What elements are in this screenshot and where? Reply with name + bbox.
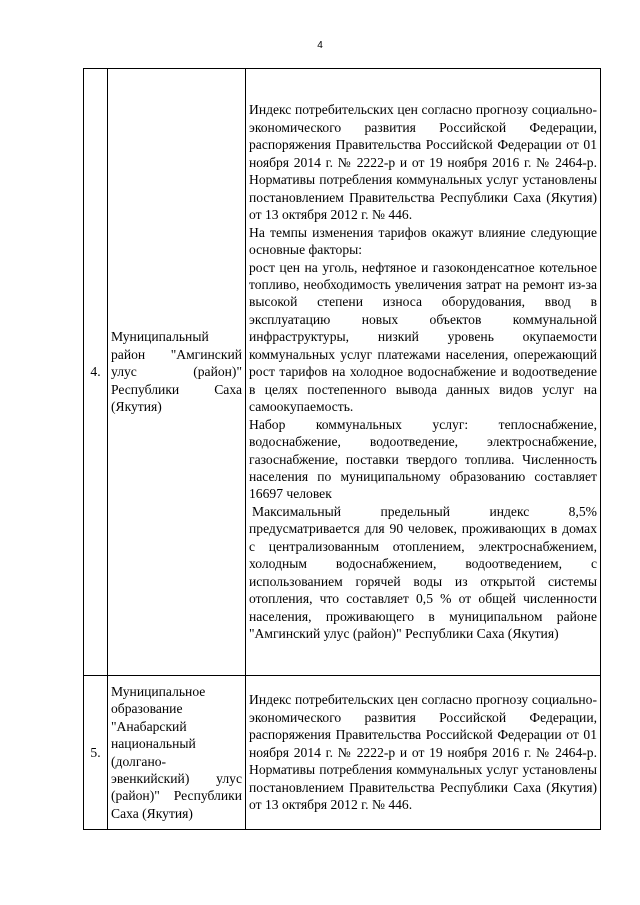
description-paragraph: Индекс потребительских цен согласно прогнозу социально-экономического развития Российской Федерации, распоряжения Правительства Российской Федерации от 01 ноября 2014 г. № 2222-р и от 19 ноября 2016 г. № 2464-р. Нормативы потребления коммунальных услуг установлены постановлением Правительства Республики Саха (Якутия) от 13 октября 2012 г. № 446.	[249, 692, 597, 813]
row-description	[246, 69, 601, 676]
description-paragraph: Максимальный предельный индекс 8,5% предусматривается для 90 человек, проживающих в домах с централизованным отоплением, электроснабжением, холодным водоснабжением, водоотведением, с использованием горячей воды из открытой системы отопления, что составляет 0,5 % от общей численности населения, проживающего в муниципальном районе "Амгинский улус (район)" Республики Саха (Якутия)	[249, 503, 597, 642]
table-row	[84, 69, 601, 676]
description-paragraph: На темпы изменения тарифов окажут влияние следующие основные факторы:	[249, 224, 597, 258]
row-description	[246, 676, 601, 830]
description-paragraph: Набор коммунальных услуг: теплоснабжение, водоснабжение, водоотведение, электроснабжение, газоснабжение, поставки твердого топлива. Численность населения по муниципальному образованию составляет 16697 человек	[249, 416, 597, 502]
description-paragraph: Индекс потребительских цен согласно прогнозу социально-экономического развития Российской Федерации, распоряжения Правительства Российской Федерации от 01 ноября 2014 г. № 2222-р и от 19 ноября 2016 г. № 2464-р. Нормативы потребления коммунальных услуг установлены постановлением Правительства Республики Саха (Якутия) от 13 октября 2012 г. № 446.	[249, 102, 597, 223]
description-paragraph: рост цен на уголь, нефтяное и газоконденсатное котельное топливо, необходимость увеличения затрат на ремонт из-за высокой степени износа оборудования, ввод в эксплуатацию новых объектов коммунальной инфраструктуры, низкий уровень окупаемости коммунальных услуг платежами населения, опережающий рост тарифов на холодное водоснабжение и водоотведение в целях постепенного вывода данных видов услуг на самоокупаемость.	[249, 259, 597, 415]
table-row	[84, 676, 601, 830]
region-name: Муниципальный район "Амгинский улус (район)" Республики Саха (Якутия)	[108, 69, 246, 676]
row-number: 4.	[84, 69, 108, 676]
region-name: Муниципальное образование "Анабарский национальный (долгано-эвенкийский) улус (район)" Республики Саха (Якутия)	[108, 676, 246, 830]
row-number: 5.	[84, 676, 108, 830]
tariff-table	[83, 68, 601, 830]
page-number: 4	[317, 40, 323, 51]
